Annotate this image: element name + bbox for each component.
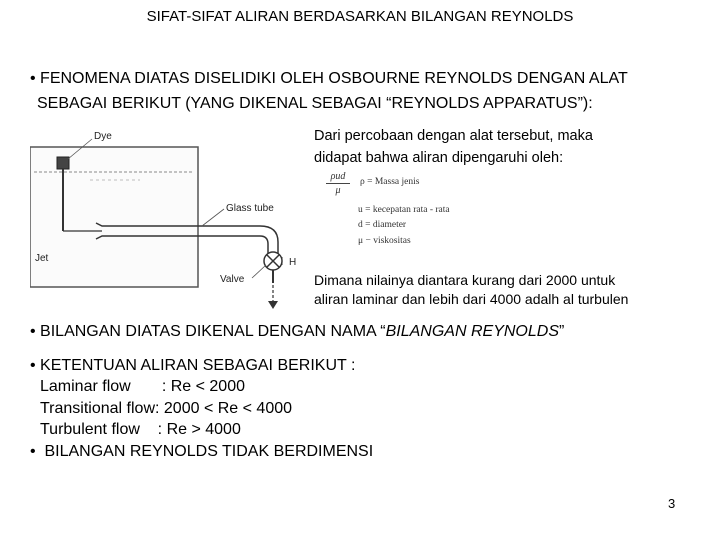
formula-fraction-bar [326,183,350,184]
reynolds-apparatus-diagram [30,125,315,310]
label-valve: Valve [220,274,245,285]
label-dye: Dye [94,131,112,142]
range-note-line2: aliran laminar dan lebih dari 4000 adalh al turbulen [314,291,629,307]
reynolds-formula [326,171,350,196]
criteria-turbulent: Turbulent flow : Re > 4000 [40,421,241,438]
label-glass-tube: Glass tube [226,203,274,214]
range-note-line1: Dimana nilainya diantara kurang dari 2000 untuk [314,272,616,288]
bullet2-italic: BILANGAN REYNOLDS [385,323,559,340]
bullet-flow-criteria-heading: • KETENTUAN ALIRAN SEBAGAI BERIKUT : [30,357,356,374]
bullet2-suffix: ” [559,323,565,340]
legend-u: u = kecepatan rata - rata [358,205,450,215]
outflow-arrow-icon [268,301,278,309]
formula-numerator: ρud [330,171,346,182]
dye-reservoir [57,157,69,169]
leader-valve [252,265,266,278]
experiment-text-line1: Dari percobaan dengan alat tersebut, maka [314,128,593,144]
bullet-reynolds-apparatus-line1: • FENOMENA DIATAS DISELIDIKI OLEH OSBOURNE REYNOLDS DENGAN ALAT [30,70,628,87]
bullet-reynolds-apparatus-line2: SEBAGAI BERIKUT (YANG DIKENAL SEBAGAI “REYNOLDS APPARATUS”): [37,95,593,112]
criteria-laminar: Laminar flow : Re < 2000 [40,378,245,395]
bullet-reynolds-number-name [30,323,564,341]
legend-d: d = diameter [358,220,407,230]
water-tank [30,147,198,287]
bullet2-prefix: • BILANGAN DIATAS DIKENAL DENGAN NAMA “ [30,323,386,340]
formula-denominator: μ [335,185,341,196]
legend-mu: μ − viskositas [358,236,411,246]
experiment-text-line2: didapat bahwa aliran dipengaruhi oleh: [314,150,564,166]
bullet-dimensionless: • BILANGAN REYNOLDS TIDAK BERDIMENSI [30,443,374,460]
slide-title: SIFAT-SIFAT ALIRAN BERDASARKAN BILANGAN REYNOLDS [146,8,574,25]
criteria-transitional: Transitional flow: 2000 < Re < 4000 [40,400,293,417]
leader-glass-tube [202,209,224,226]
label-jet: Jet [35,253,49,264]
page-number: 3 [668,496,676,511]
legend-rho: ρ = Massa jenis [360,177,420,187]
label-outlet-marker: H [289,257,297,268]
